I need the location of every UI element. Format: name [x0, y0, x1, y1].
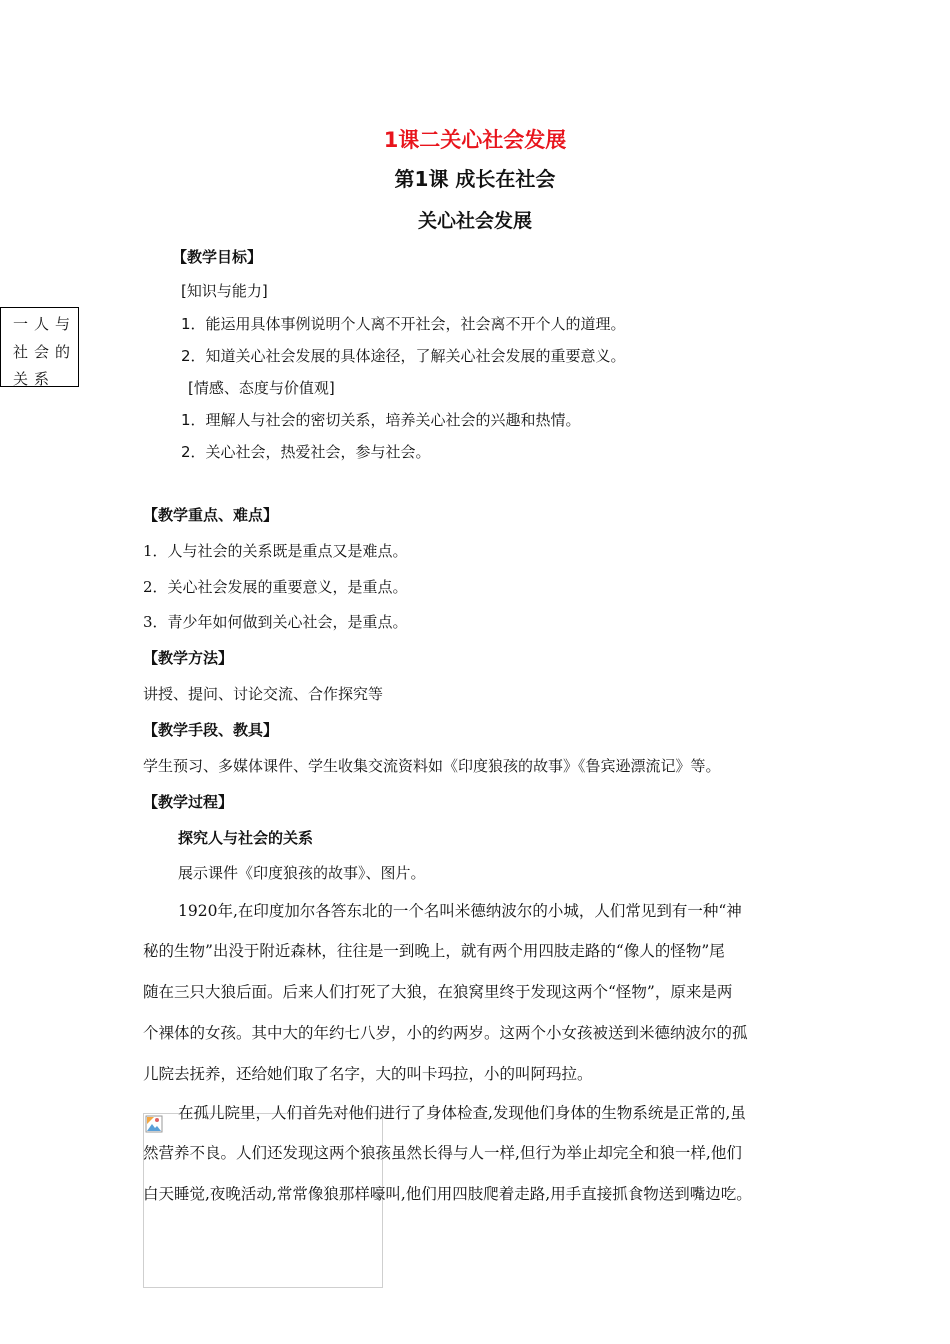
story-line: 在孤儿院里，人们首先对他们进行了身体检查,发现他们身体的生物系统是正常的,虽	[178, 1104, 746, 1122]
story-line: 白天睡觉,夜晚活动,常常像狼那样嚎叫,他们用四肢爬着走路,用手直接抓食物送到嘴边吃。	[143, 1185, 752, 1203]
knowledge-heading: [知识与能力]	[181, 282, 268, 300]
broken-image-icon	[145, 1115, 163, 1133]
emotion-item: 1．理解人与社会的密切关系，培养关心社会的兴趣和热情。	[181, 411, 581, 429]
process-intro: 展示课件《印度狼孩的故事》、图片。	[178, 864, 426, 882]
story-line: 1920年,在印度加尔各答东北的一个名叫米德纳波尔的小城，人们常见到有一种“神	[178, 902, 742, 920]
story-line: 然营养不良。人们还发现这两个狼孩虽然长得与人一样,但行为举止却完全和狼一样,他们	[143, 1144, 742, 1162]
subtitle: 关心社会发展	[417, 210, 532, 232]
story-line: 儿院去抚养，还给她们取了名字，大的叫卡玛拉，小的叫阿玛拉。	[143, 1065, 593, 1083]
knowledge-item: 2．知道关心社会发展的具体途径，了解关心社会发展的重要意义。	[181, 347, 626, 365]
margin-note-line: 一人与	[13, 315, 77, 333]
margin-note-line: 关系	[13, 370, 56, 388]
process-sub-heading: 探究人与社会的关系	[178, 829, 314, 847]
knowledge-item: 1．能运用具体事例说明个人离不开社会，社会离不开个人的道理。	[181, 315, 626, 333]
story-line: 个裸体的女孩。其中大的年约七八岁，小的约两岁。这两个小女孩被送到米德纳波尔的孤	[143, 1024, 748, 1042]
objectives-heading: 【教学目标】	[172, 248, 263, 266]
key-points-heading: 【教学重点、难点】	[143, 506, 279, 524]
margin-note-box	[0, 307, 79, 387]
methods-text: 讲授、提问、讨论交流、合作探究等	[143, 685, 384, 703]
margin-note-line: 社会的	[13, 343, 77, 361]
key-point-item: 1．人与社会的关系既是重点又是难点。	[143, 542, 408, 560]
story-line: 秘的生物”出没于附近森林，往往是一到晚上，就有两个用四肢走路的“像人的怪物”尾	[143, 942, 725, 960]
main-title: 1课二关心社会发展	[383, 128, 567, 152]
tools-heading: 【教学手段、教具】	[143, 721, 279, 739]
key-point-item: 2．关心社会发展的重要意义，是重点。	[143, 578, 408, 596]
methods-heading: 【教学方法】	[143, 649, 234, 667]
tools-text: 学生预习、多媒体课件、学生收集交流资料如《印度狼孩的故事》《鲁宾逊漂流记》等。	[143, 757, 721, 775]
story-line: 随在三只大狼后面。后来人们打死了大狼，在狼窝里终于发现这两个“怪物”，原来是两	[143, 983, 733, 1001]
key-point-item: 3．青少年如何做到关心社会，是重点。	[143, 613, 408, 631]
process-heading: 【教学过程】	[143, 793, 234, 811]
emotion-heading: [情感、态度与价值观]	[188, 379, 335, 397]
lesson-title: 第1课 成长在社会	[394, 167, 556, 191]
emotion-item: 2．关心社会，热爱社会，参与社会。	[181, 443, 431, 461]
